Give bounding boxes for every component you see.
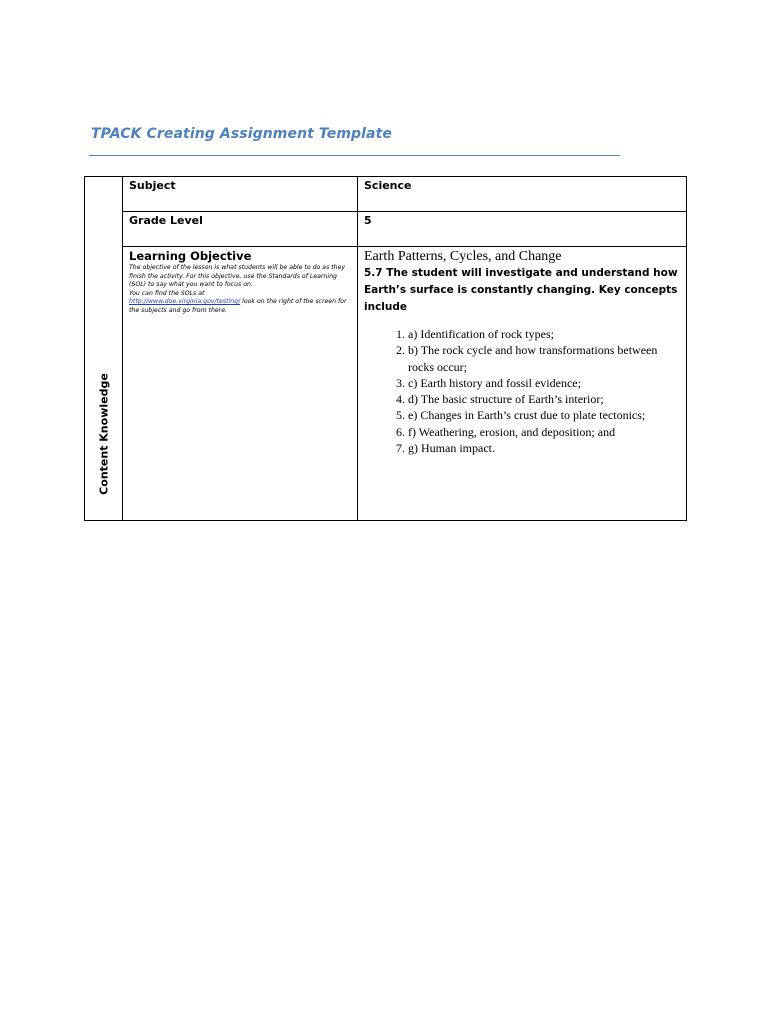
objective-heading: Earth Patterns, Cycles, and Change bbox=[364, 249, 562, 264]
list-item: 7. g) Human impact. bbox=[408, 440, 678, 456]
content-knowledge-label: Content Knowledge bbox=[97, 373, 110, 495]
table-row-objective bbox=[85, 247, 687, 521]
key-concepts-list bbox=[358, 326, 686, 456]
subject-label-cell bbox=[123, 177, 358, 212]
grade-label: Grade Level bbox=[129, 214, 203, 227]
table-row-subject bbox=[85, 177, 687, 212]
list-item: 4. d) The basic structure of Earth’s interior; bbox=[408, 391, 678, 407]
list-item: 2. b) The rock cycle and how transformations between rocks occur; bbox=[408, 342, 678, 375]
title-underline bbox=[89, 155, 620, 156]
subject-label: Subject bbox=[129, 179, 176, 192]
list-item: 1. a) Identification of rock types; bbox=[408, 326, 678, 342]
objective-note-text: The objective of the lesson is what students will be able to do as they finish the activity. For this objective, use the Standards of Learning (SOL) to say what you want to focus on. bbox=[129, 264, 346, 289]
document-title: TPACK Creating Assignment Template bbox=[91, 126, 392, 142]
grade-value-cell bbox=[358, 212, 687, 247]
subject-value: Science bbox=[364, 179, 412, 192]
objective-label-cell bbox=[123, 247, 358, 521]
list-item: 5. e) Changes in Earth’s crust due to plate tectonics; bbox=[408, 407, 678, 423]
objective-instructions bbox=[123, 263, 357, 316]
tpack-table bbox=[84, 176, 687, 521]
table-row-grade bbox=[85, 212, 687, 247]
list-item: 3. c) Earth history and fossil evidence; bbox=[408, 375, 678, 391]
objective-value-cell bbox=[358, 247, 687, 521]
side-label-cell bbox=[85, 177, 123, 521]
list-item: 6. f) Weathering, erosion, and deposition; and bbox=[408, 424, 678, 440]
objective-standard: 5.7 The student will investigate and understand how Earth’s surface is constantly changing. Key concepts include bbox=[364, 267, 678, 313]
subject-value-cell bbox=[358, 177, 687, 212]
grade-value: 5 bbox=[364, 214, 372, 227]
sol-link[interactable]: http://www.doe.virginia.gov/testing/ bbox=[129, 298, 241, 306]
objective-note-sol: You can find the SOLs at bbox=[129, 289, 205, 297]
grade-label-cell bbox=[123, 212, 358, 247]
objective-note-tail: look on the right of the screen for the subjects and go from there. bbox=[129, 298, 347, 314]
objective-label: Learning Objective bbox=[129, 249, 252, 263]
